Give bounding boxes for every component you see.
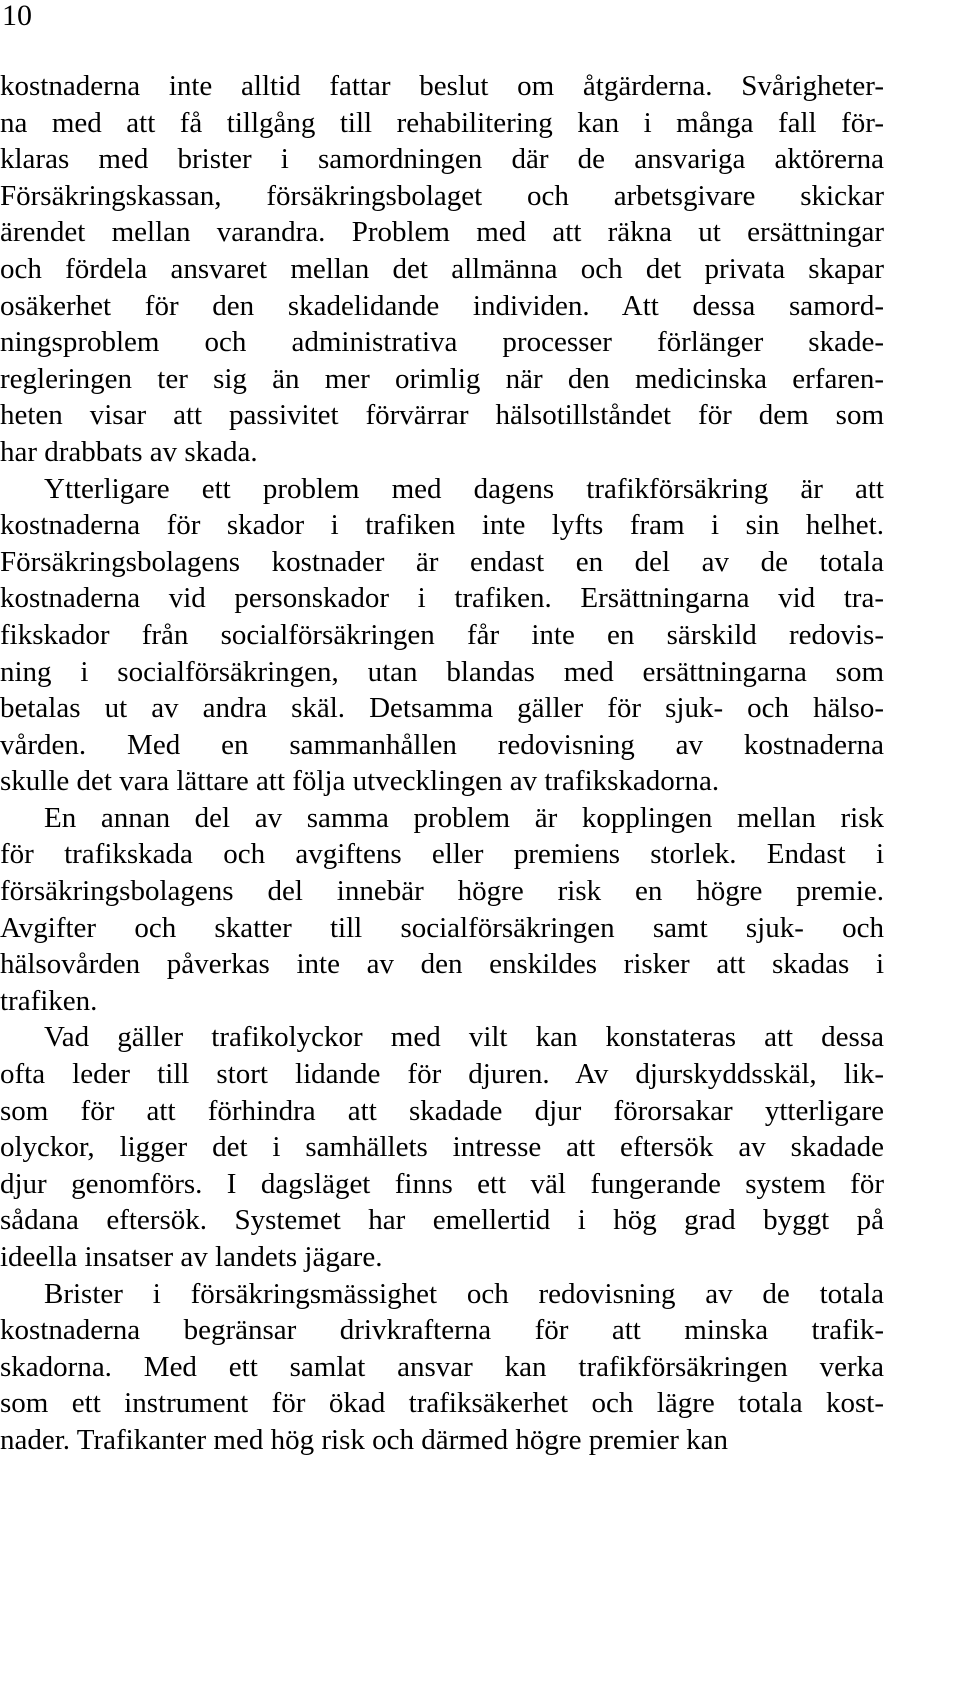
text-line: vården. Med en sammanhållen redovisning av kostnaderna [0, 728, 884, 761]
body-text [0, 68, 884, 1459]
text-line: En annan del av samma problem är kopplingen mellan risk [44, 801, 884, 834]
paragraph [0, 68, 884, 471]
text-line: skadorna. Med ett samlat ansvar kan trafikförsäkringen verka [0, 1350, 884, 1383]
text-line: Brister i försäkringsmässighet och redovisning av de totala [44, 1277, 884, 1310]
text-line: och fördela ansvaret mellan det allmänna och det privata skapar [0, 252, 884, 285]
page-number: 10 [2, 0, 32, 32]
text-line: kostnaderna inte alltid fattar beslut om åtgärderna. Svårigheter- [0, 70, 884, 102]
paragraph [0, 1276, 884, 1459]
text-line: som för att förhindra att skadade djur förorsakar ytterligare [0, 1094, 884, 1127]
text-line: hälsovården påverkas inte av den enskildes risker att skadas i [0, 948, 884, 981]
text-line: betalas ut av andra skäl. Detsamma gäller för sjuk- och hälso- [0, 692, 884, 725]
text-line: Avgifter och skatter till socialförsäkringen samt sjuk- och [0, 911, 884, 944]
text-line: kostnaderna begränsar drivkrafterna för att minska trafik- [0, 1314, 884, 1347]
text-line: ningsproblem och administrativa processer förlänger skade- [0, 326, 884, 359]
text-line: har drabbats av skada. [0, 435, 258, 468]
text-line: för trafikskada och avgiftens eller premiens storlek. Endast i [0, 838, 884, 871]
text-line: regleringen ter sig än mer orimlig när den medicinska erfaren- [0, 362, 884, 395]
text-line: som ett instrument för ökad trafiksäkerhet och lägre totala kost- [0, 1387, 884, 1420]
text-line: försäkringsbolagens del innebär högre risk en högre premie. [0, 875, 884, 908]
text-line: kostnaderna vid personskador i trafiken. Ersättningarna vid tra- [0, 582, 884, 615]
text-line: osäkerhet för den skadelidande individen. Att dessa samord- [0, 289, 884, 322]
text-line: heten visar att passivitet förvärrar hälsotillståndet för dem som [0, 399, 884, 432]
text-line: kostnaderna för skador i trafiken inte lyfts fram i sin helhet. [0, 509, 884, 542]
text-line: ideella insatser av landets jägare. [0, 1241, 383, 1273]
paragraph [0, 471, 884, 800]
text-line: Försäkringsbolagens kostnader är endast en del av de totala [0, 545, 884, 578]
text-line: skulle det vara lättare att följa utvecklingen av trafikskadorna. [0, 765, 720, 798]
text-line: ning i socialförsäkringen, utan blandas med ersättningarna som [0, 655, 884, 688]
paragraph [0, 800, 884, 1020]
text-line: sådana eftersök. Systemet har emellertid i hög grad byggt på [0, 1204, 884, 1237]
text-line: klaras med brister i samordningen där de ansvariga aktörerna [0, 143, 884, 176]
text-line: Ytterligare ett problem med dagens trafikförsäkring är att [44, 472, 884, 505]
text-line: ofta leder till stort lidande för djuren. Av djurskyddsskäl, lik- [0, 1058, 884, 1091]
text-line: Vad gäller trafikolyckor med vilt kan konstateras att dessa [44, 1021, 884, 1054]
text-line: trafiken. [0, 984, 98, 1017]
text-line: ärendet mellan varandra. Problem med att räkna ut ersättningar [0, 216, 884, 249]
text-line: Försäkringskassan, försäkringsbolaget och arbetsgivare skickar [0, 179, 884, 212]
paragraph [0, 1019, 884, 1275]
text-line: djur genomförs. I dagsläget finns ett väl fungerande system för [0, 1167, 884, 1200]
text-line: olyckor, ligger det i samhällets intresse att eftersök av skadade [0, 1131, 884, 1164]
text-line: na med att få tillgång till rehabilitering kan i många fall för- [0, 106, 884, 139]
text-line: fikskador från socialförsäkringen får inte en särskild redovis- [0, 618, 884, 651]
text-line: nader. Trafikanter med hög risk och därmed högre premier kan [0, 1423, 729, 1456]
